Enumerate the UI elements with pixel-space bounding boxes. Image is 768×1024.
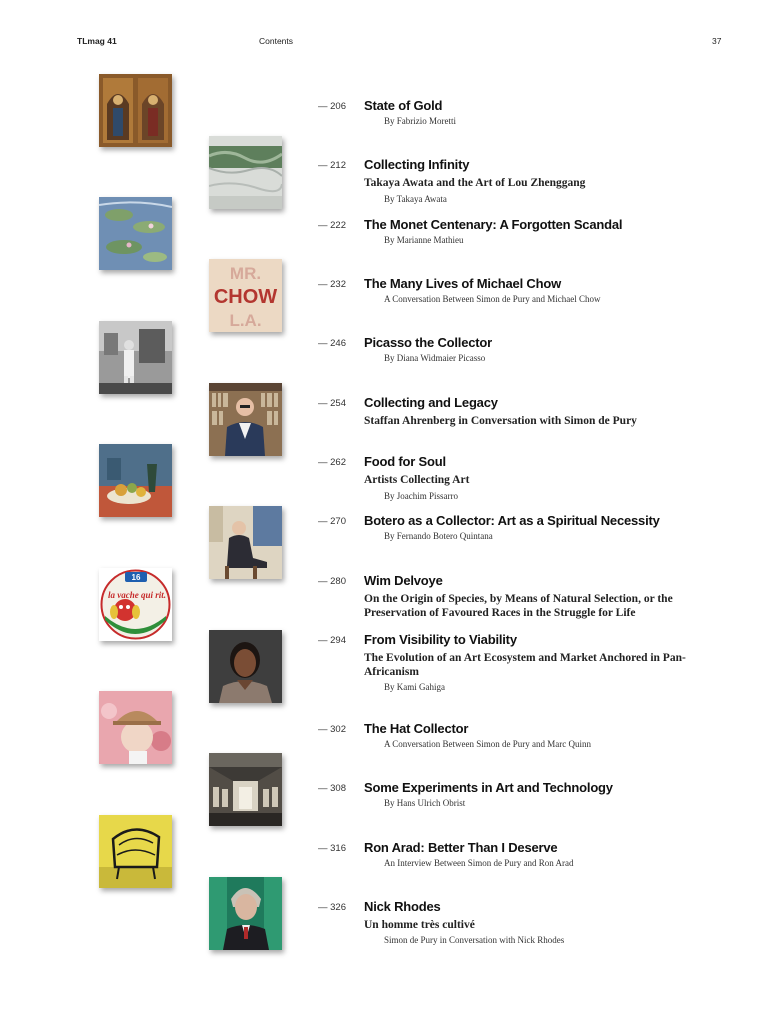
entry-title[interactable]: Picasso the Collector: [364, 335, 493, 350]
thumbnail-hat-collector[interactable]: [99, 691, 172, 764]
cow-brand-text: la vache qui rit.: [108, 590, 166, 600]
thumbnail-state-of-gold[interactable]: [99, 74, 172, 147]
thumbnail-ron-arad[interactable]: [99, 815, 172, 888]
entry-subtitle: Artists Collecting Art: [364, 474, 470, 486]
entry-page: — 326: [318, 902, 346, 913]
entry-byline: By Fernando Botero Quintana: [384, 531, 493, 541]
entry-title[interactable]: The Monet Centenary: A Forgotten Scandal: [364, 217, 623, 232]
entry-byline: Simon de Pury in Conversation with Nick Rhodes: [384, 935, 565, 945]
page-number: 37: [712, 36, 722, 46]
entry-byline: By Kami Gahiga: [384, 682, 445, 692]
thumbnail-wim-delvoye[interactable]: [99, 568, 172, 641]
entry-byline: By Takaya Awata: [384, 194, 447, 204]
section-title: Contents: [259, 36, 294, 46]
entry-byline: By Fabrizio Moretti: [384, 116, 456, 126]
entry-page: — 254: [318, 398, 346, 409]
entry-title[interactable]: Some Experiments in Art and Technology: [364, 780, 613, 795]
entry-byline: By Hans Ulrich Obrist: [384, 798, 466, 808]
thumbnail-nick-rhodes[interactable]: [209, 877, 282, 950]
entry-title[interactable]: Collecting and Legacy: [364, 395, 498, 410]
mrchow-line-1: MR.: [229, 264, 262, 283]
entry-page: — 232: [318, 279, 346, 290]
entry-subtitle: Staffan Ahrenberg in Conversation with Simon de Pury: [364, 415, 637, 427]
thumbnail-food-for-soul[interactable]: [99, 444, 172, 517]
entry-page: — 302: [318, 724, 346, 735]
entry-page: — 206: [318, 101, 346, 112]
mrchow-line-2: CHOW: [213, 286, 278, 308]
entry-subtitle: Un homme très cultivé: [364, 919, 475, 931]
entry-page: — 308: [318, 783, 346, 794]
entry-byline: An Interview Between Simon de Pury and Ron Arad: [384, 858, 574, 868]
thumbnail-picasso-collector[interactable]: [99, 321, 172, 394]
thumbnail-collecting-legacy[interactable]: [209, 383, 282, 456]
entry-page: — 294: [318, 635, 346, 646]
entry-title[interactable]: Food for Soul: [364, 454, 446, 469]
cow-badge-number: 16: [131, 573, 141, 582]
entry-byline: By Diana Widmaier Picasso: [384, 353, 486, 363]
thumbnail-botero[interactable]: [209, 506, 282, 579]
thumbnail-experiments-art-technology[interactable]: [209, 753, 282, 826]
entry-title[interactable]: From Visibility to Viability: [364, 632, 517, 647]
entry-page: — 222: [318, 220, 346, 231]
magazine-issue: TLmag 41: [77, 36, 117, 46]
entry-title[interactable]: The Many Lives of Michael Chow: [364, 276, 561, 291]
entry-title[interactable]: Ron Arad: Better Than I Deserve: [364, 840, 558, 855]
thumbnail-collecting-infinity[interactable]: [209, 136, 282, 209]
entry-subtitle: Takaya Awata and the Art of Lou Zhenggang: [364, 177, 586, 189]
entry-byline: A Conversation Between Simon de Pury and Michael Chow: [384, 294, 601, 304]
entry-page: — 280: [318, 576, 346, 587]
entry-page: — 246: [318, 338, 346, 349]
entry-title[interactable]: State of Gold: [364, 98, 443, 113]
entry-subtitle: The Evolution of an Art Ecosystem and Market Anchored in Pan-Africanism: [364, 652, 686, 678]
thumbnail-michael-chow[interactable]: [209, 259, 282, 332]
entry-title[interactable]: Wim Delvoye: [364, 573, 443, 588]
entry-byline: By Marianne Mathieu: [384, 235, 464, 245]
entry-page: — 212: [318, 160, 346, 171]
entry-page: — 316: [318, 843, 346, 854]
entry-page: — 262: [318, 457, 346, 468]
entry-byline: By Joachim Pissarro: [384, 491, 458, 501]
entry-title[interactable]: Collecting Infinity: [364, 157, 470, 172]
entry-subtitle: On the Origin of Species, by Means of Natural Selection, or the Preservation of Favoured Races in the Struggle for Life: [364, 593, 673, 619]
thumbnail-visibility-viability[interactable]: [209, 630, 282, 703]
entry-byline: A Conversation Between Simon de Pury and Marc Quinn: [384, 739, 591, 749]
mrchow-line-3: L.A.: [229, 311, 262, 330]
entry-page: — 270: [318, 516, 346, 527]
entry-title[interactable]: Botero as a Collector: Art as a Spiritual Necessity: [364, 513, 660, 528]
entry-title[interactable]: The Hat Collector: [364, 721, 469, 736]
entry-title[interactable]: Nick Rhodes: [364, 899, 441, 914]
thumbnail-monet-centenary[interactable]: [99, 197, 172, 270]
